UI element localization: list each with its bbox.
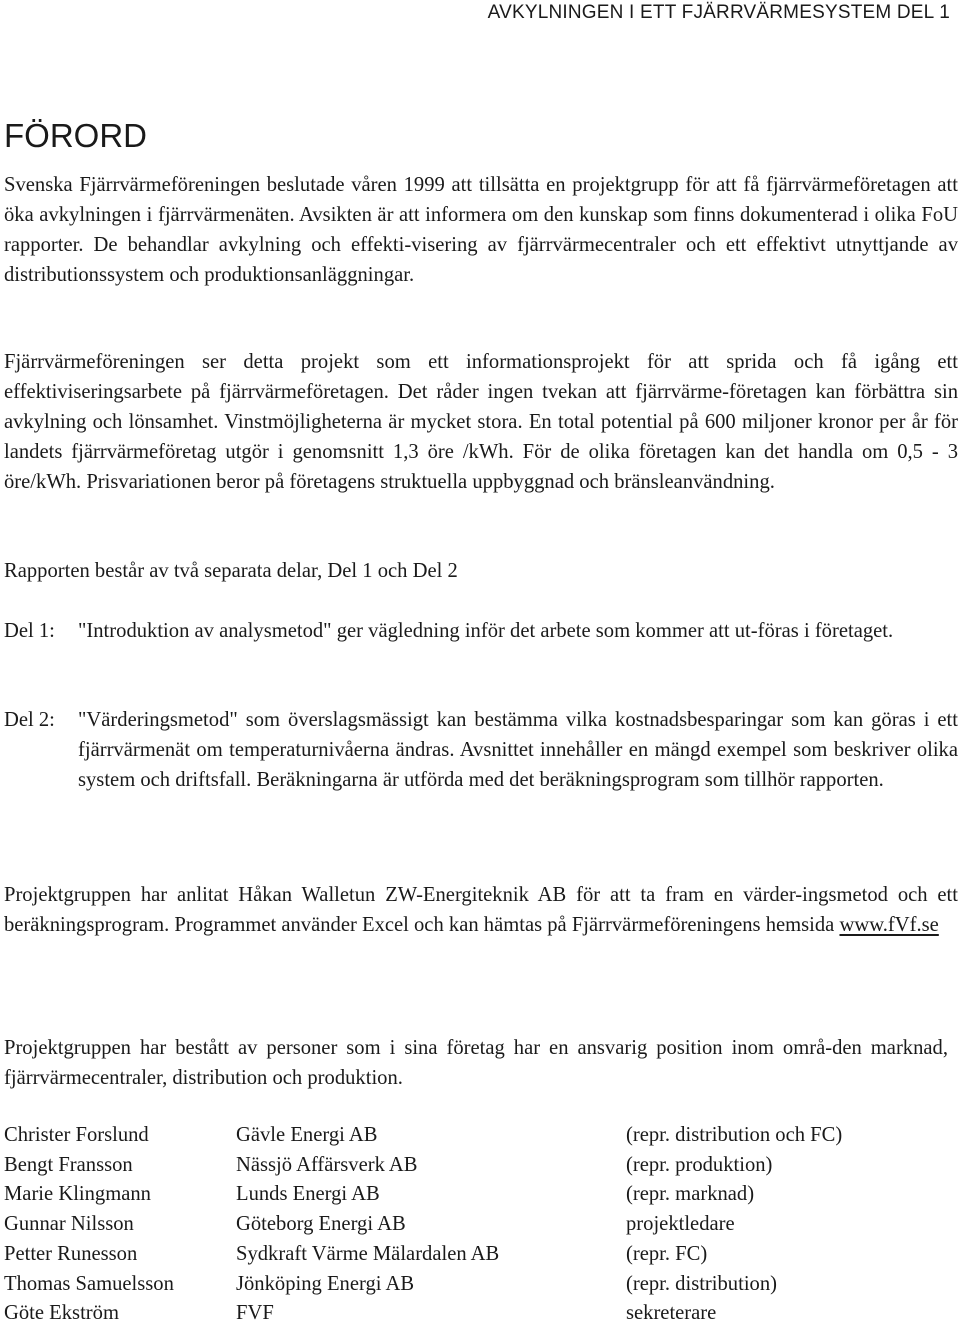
paragraph-consultant <box>4 880 958 940</box>
member-organization: FVF <box>236 1302 274 1325</box>
members-table <box>4 1121 960 1329</box>
list-item-del-1 <box>4 616 958 646</box>
list-item-del-2 <box>4 705 958 795</box>
member-name: Göte Ekström <box>4 1302 119 1325</box>
member-role: (repr. produktion) <box>626 1153 773 1176</box>
list-item-text: "Värderingsmetod" som överslagsmässigt kan bestämma vilka kostnadsbesparingar som kan göras i ett fjärrvärmenät om temperaturnivåerna ändras. Avsnittet innehåller en mängd exempel som beskriver olika system och driftsfall. Beräkningarna är utförda med det beräkningsprogram som tillhör rapporten. <box>78 709 958 791</box>
member-organization: Nässjö Affärsverk AB <box>236 1153 418 1176</box>
table-row <box>4 1210 960 1240</box>
member-organization: Lunds Energi AB <box>236 1183 380 1206</box>
running-header: AVKYLNINGEN I ETT FJÄRRVÄRMESYSTEM DEL 1 <box>487 2 950 23</box>
member-name: Gunnar Nilsson <box>4 1213 134 1236</box>
member-role: sekreterare <box>626 1302 717 1325</box>
member-name: Marie Klingmann <box>4 1183 151 1206</box>
paragraph-project-group: Projektgruppen har bestått av personer som i sina företag har en ansvarig position inom områ-den marknad, fjärrvärmecentraler, distribution och produktion. <box>4 1037 948 1089</box>
table-row <box>4 1240 960 1270</box>
member-name: Bengt Fransson <box>4 1153 133 1176</box>
member-organization: Gävle Energi AB <box>236 1124 378 1146</box>
table-row <box>4 1180 960 1210</box>
table-row <box>4 1121 960 1151</box>
list-item-label: Del 1: <box>4 620 55 642</box>
page-title: FÖRORD <box>4 117 147 154</box>
paragraph-project-purpose: Fjärrvärmeföreningen ser detta projekt som ett informationsprojekt för att sprida och få igång ett effektiviseringsarbete på fjärrvärmeföretagen. Det råder ingen tvekan att fjärrvärme-företagen kan förbättra sin avkylning och lönsamhet. Vinstmöjligheterna är mycket stora. En total potential på 600 miljoner kronor per år för landets fjärrvärmeföretag utgör i genomsnitt 1,3 öre /kWh. För de olika företagen kan det handla om 0,5 - 3 öre/kWh. Prisvariationen beror på företagens struktuella uppbyggnad och bränsleanvändning. <box>4 351 958 493</box>
paragraph-intro: Svenska Fjärrvärmeföreningen beslutade våren 1999 att tillsätta en projektgrupp för att få fjärrvärmeföretagen att öka avkylningen i fjärrvärmenäten. Avsikten är att informera om den kunskap som finns dokumenterad i olika FoU rapporter. De behandlar avkylning och effekti-visering av fjärrvärmecentraler och ett effektivt utnyttjande av distributionssystem och produktionsanläggningar. <box>4 174 958 286</box>
member-organization: Sydkraft Värme Mälardalen AB <box>236 1242 500 1265</box>
member-organization: Göteborg Energi AB <box>236 1213 406 1236</box>
list-item-text: "Introduktion av analysmetod" ger vägledning inför det arbete som kommer att ut-föras i företaget. <box>78 620 894 642</box>
table-row <box>4 1151 960 1181</box>
table-row <box>4 1299 960 1329</box>
member-name: Petter Runesson <box>4 1242 138 1265</box>
member-name: Christer Forslund <box>4 1124 149 1146</box>
member-role: (repr. distribution) <box>626 1272 777 1295</box>
member-role: (repr. marknad) <box>626 1183 755 1206</box>
list-item-label: Del 2: <box>4 709 55 731</box>
member-organization: Jönköping Energi AB <box>236 1272 415 1295</box>
member-role: (repr. distribution och FC) <box>626 1124 843 1146</box>
table-row <box>4 1270 960 1300</box>
member-role: projektledare <box>626 1213 735 1236</box>
member-role: (repr. FC) <box>626 1242 708 1265</box>
website-link[interactable]: www.fVf.se <box>839 914 939 936</box>
paragraph-report-parts: Rapporten består av två separata delar, Del 1 och Del 2 <box>4 560 458 582</box>
paragraph-consultant-text: Projektgruppen har anlitat Håkan Walletun ZW-Energiteknik AB för att ta fram en värder-ingsmetod och ett beräkningsprogram. Programmet använder Excel och kan hämtas på Fjärrvärmeföreningens hemsida <box>4 884 958 936</box>
member-name: Thomas Samuelsson <box>4 1272 174 1295</box>
